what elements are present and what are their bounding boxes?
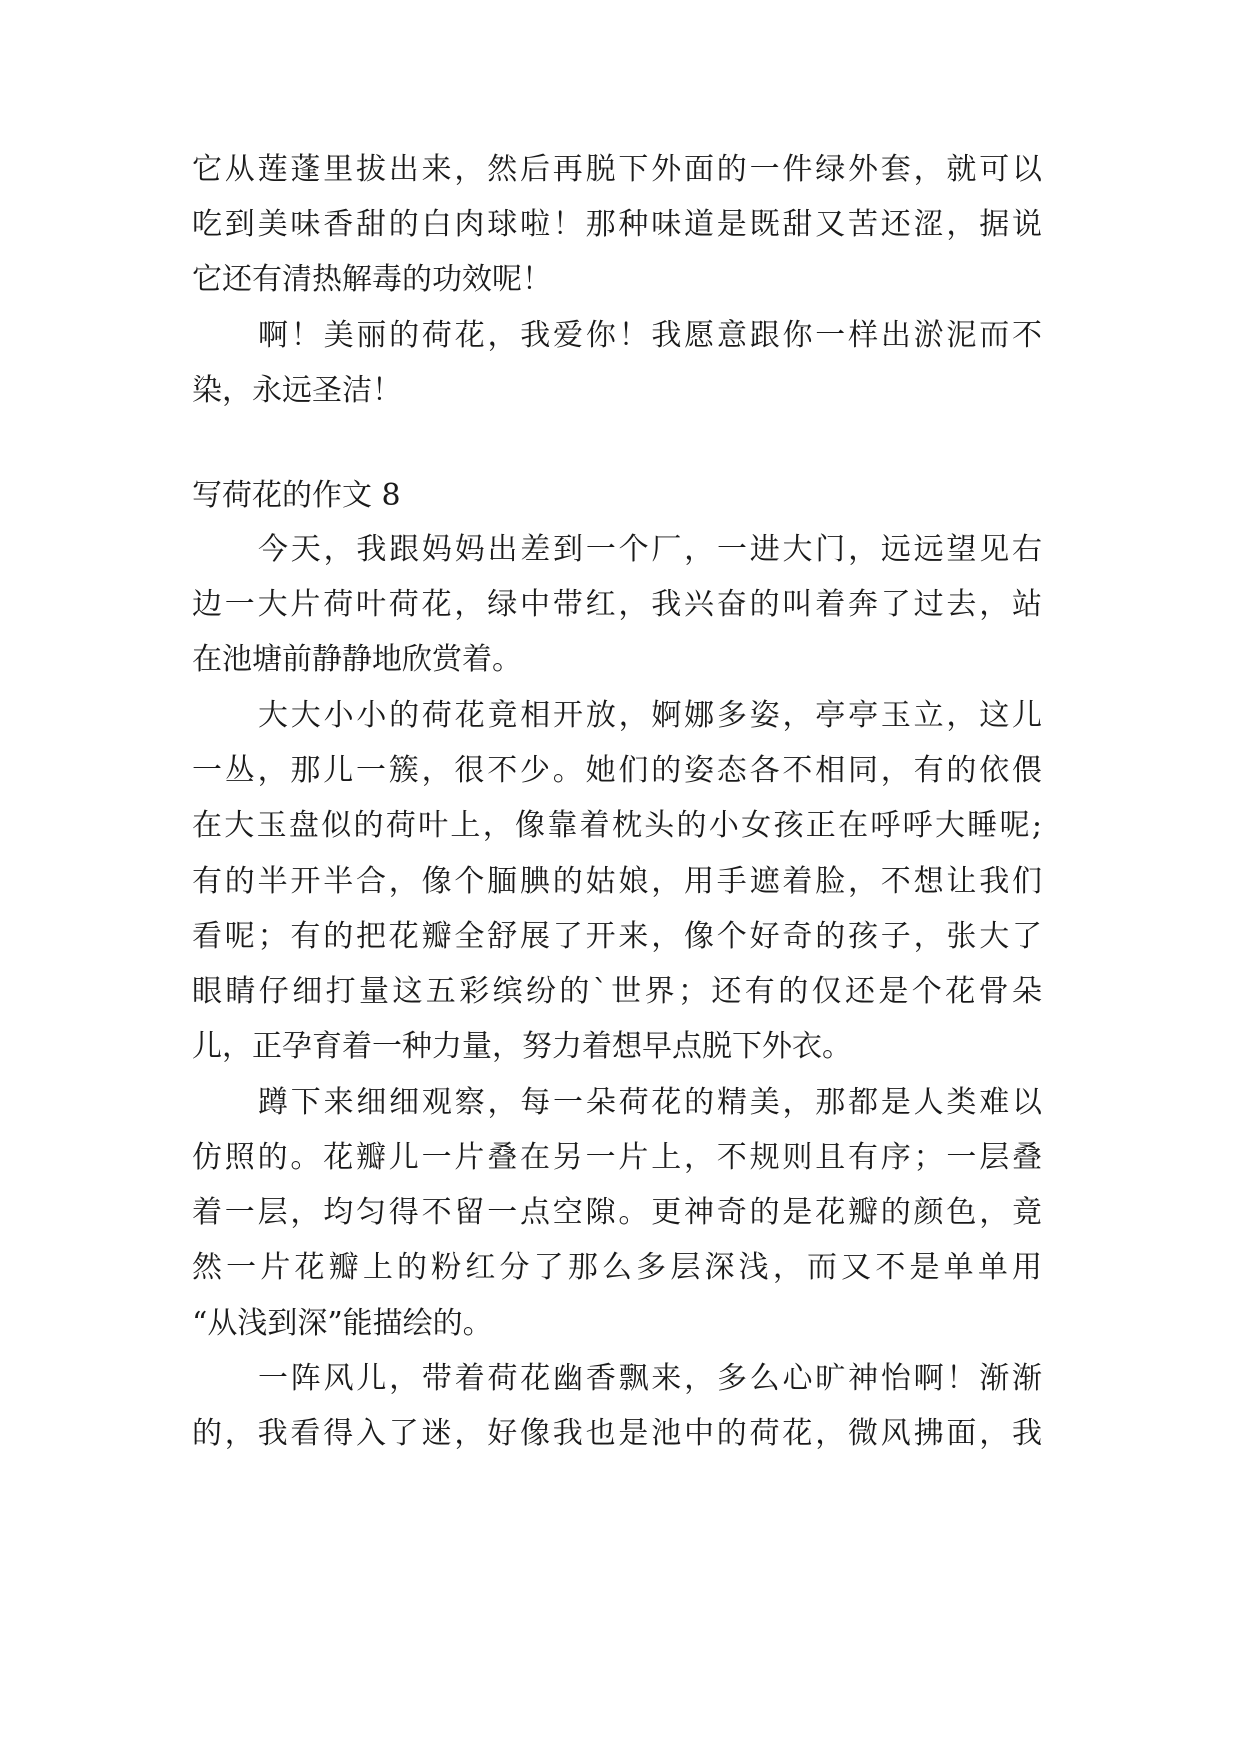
text-line: 一丛，那儿一簇，很不少。她们的姿态各不相同，有的依偎: [192, 753, 1042, 788]
text-line: 有的半开半合，像个腼腆的姑娘，用手遮着脸，不想让我们: [192, 864, 1042, 899]
text-line: 蹲下来细细观察，每一朵荷花的精美，那都是人类难以: [258, 1085, 1042, 1120]
text-line: 它还有清热解毒的功效呢！: [192, 262, 552, 297]
text-line: 吃到美味香甜的白肉球啦！那种味道是既甜又苦还涩，据说: [192, 207, 1042, 242]
text-line: 着一层，均匀得不留一点空隙。更神奇的是花瓣的颜色，竟: [192, 1195, 1042, 1230]
section-title: 写荷花的作文 8: [192, 478, 401, 513]
text-line: 在池塘前静静地欣赏着。: [192, 642, 522, 677]
text-line: 啊！美丽的荷花，我爱你！我愿意跟你一样出淤泥而不: [258, 318, 1042, 353]
text-line: 今天，我跟妈妈出差到一个厂，一进大门，远远望见右: [258, 532, 1042, 567]
text-line: 大大小小的荷花竟相开放，婀娜多姿，亭亭玉立，这儿: [258, 698, 1042, 733]
text-line: 然一片花瓣上的粉红分了那么多层深浅，而又不是单单用: [192, 1250, 1042, 1285]
text-line: 儿，正孕育着一种力量，努力着想早点脱下外衣。: [192, 1029, 852, 1064]
text-line: 仿照的。花瓣儿一片叠在另一片上，不规则且有序；一层叠: [192, 1140, 1042, 1175]
text-line: 眼睛仔细打量这五彩缤纷的`世界；还有的仅还是个花骨朵: [192, 974, 1042, 1009]
text-line: 的，我看得入了迷，好像我也是池中的荷花，微风拂面，我: [192, 1416, 1042, 1451]
text-line: 在大玉盘似的荷叶上，像靠着枕头的小女孩正在呼呼大睡呢;: [192, 808, 1042, 843]
text-line: 边一大片荷叶荷花，绿中带红，我兴奋的叫着奔了过去，站: [192, 587, 1042, 622]
text-line: 它从莲蓬里拔出来，然后再脱下外面的一件绿外套，就可以: [192, 152, 1042, 187]
text-line: “从浅到深”能描绘的。: [192, 1306, 493, 1341]
text-line: 看呢；有的把花瓣全舒展了开来，像个好奇的孩子，张大了: [192, 919, 1042, 954]
text-line: 染，永远圣洁！: [192, 373, 402, 408]
text-line: 一阵风儿，带着荷花幽香飘来，多么心旷神怡啊！渐渐: [258, 1361, 1042, 1396]
